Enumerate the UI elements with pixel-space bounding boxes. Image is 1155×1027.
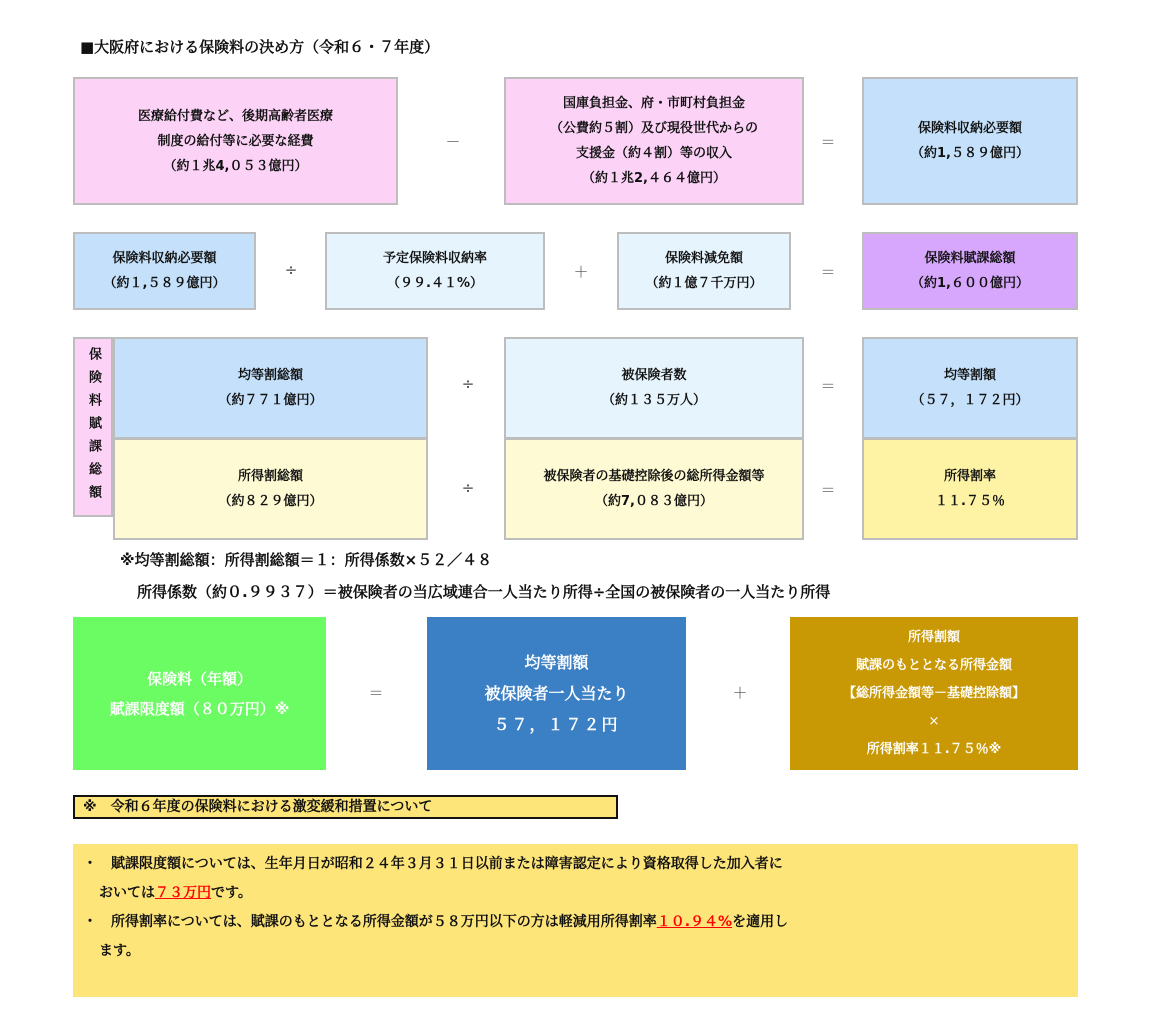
page-title: ■大阪府における保険料の決め方（令和６・７年度） [80, 38, 440, 56]
box-line: 均等割額 [524, 653, 589, 672]
box-line: （約１億７千万円） [645, 276, 763, 291]
box-line: 均等割総額 [237, 368, 303, 383]
required-premium-box-2 [73, 232, 256, 310]
relief-content [73, 844, 1078, 997]
box-line: 制度の給付等に必要な経費 [157, 133, 314, 149]
total-levy-box [862, 232, 1078, 310]
box-line: 予定保険料収納率 [382, 251, 487, 266]
income-levy-total-box [113, 438, 428, 540]
box-line: 被保険者一人当たり [484, 684, 629, 703]
equals-operator: ＝ [820, 481, 836, 499]
total-income-box [504, 438, 804, 540]
relief-item-line [83, 908, 1078, 937]
cap-amount-highlight: ７３万円 [155, 885, 211, 901]
income-coefficient-note: 所得係数（約０.９９３７）＝被保険者の当広域連合一人当たり所得÷全国の被保険者の一人当たり所得 [137, 583, 831, 601]
box-line: 均等割額 [943, 368, 996, 383]
collection-rate-box [325, 232, 545, 310]
income-levy-rate-box [862, 438, 1078, 540]
relief-text: おいては [99, 885, 155, 901]
equals-operator: ＝ [820, 263, 836, 281]
box-line: （約1,５８９億円） [911, 146, 1029, 161]
box-line: ５７，１７２円 [493, 715, 620, 734]
box-line: １１.７５％ [935, 494, 1005, 509]
box-line: （約７７１億円） [218, 393, 323, 408]
per-capita-total-box [113, 337, 428, 439]
relief-item-line: ・ 賦課限度額については、生年月日が昭和２４年３月３１日以前または障害認定により資格取得した加入者に [83, 856, 783, 872]
equals-operator: ＝ [368, 684, 384, 702]
box-line: （約7,０８３億円） [595, 494, 713, 509]
insured-count-box [504, 337, 804, 439]
box-line: 支援金（約４割）等の収入 [575, 146, 732, 161]
box-line: 賦課限度額（８０万円）※ [109, 699, 290, 718]
side-label-text: 保険料賦課総額 [86, 346, 101, 508]
box-line: （５７，１７２円） [911, 393, 1029, 408]
box-line: 所得割額 [907, 629, 960, 645]
relief-text: です。 [211, 885, 252, 901]
box-line: 保険料賦課総額 [924, 251, 1016, 266]
box-line: 保険料減免額 [664, 251, 743, 266]
required-premium-box [862, 77, 1078, 205]
revenue-box [504, 77, 804, 205]
divide-operator: ÷ [461, 375, 475, 393]
plus-operator: ＋ [573, 263, 589, 281]
box-line: 国庫負担金、府・市町村負担金 [562, 96, 745, 111]
annual-premium-box [73, 617, 326, 770]
box-line: 賦課のもととなる所得金額 [855, 657, 1012, 673]
box-line: （約１兆2,４６４億円） [582, 171, 726, 186]
divide-operator: ÷ [284, 261, 298, 279]
equals-operator: ＝ [820, 377, 836, 395]
box-line: 医療給付費など、後期高齢者医療 [137, 108, 333, 124]
box-line: 所得割総額 [237, 469, 303, 484]
relief-text: を適用し [732, 914, 789, 930]
relief-text: ・ 所得割率については、賦課のもととなる所得金額が５８万円以下の方は軽減用所得割率 [83, 914, 657, 930]
relief-item-line [83, 879, 1078, 908]
box-line: 保険料収納必要額 [112, 251, 217, 266]
relief-heading: ※ 令和６年度の保険料における激変緩和措置について [73, 795, 618, 819]
per-capita-formula-box [427, 617, 686, 770]
box-line: （約８２９億円） [218, 494, 323, 509]
box-line: （公費約５割）及び現役世代からの [549, 121, 758, 136]
box-line: （９９.４１%） [387, 276, 483, 291]
relief-item-line: ます。 [99, 943, 140, 959]
medical-expenses-box [73, 77, 398, 205]
plus-operator: ＋ [732, 684, 748, 702]
box-line: 【総所得金額等－基礎控除額】 [842, 685, 1025, 701]
box-line: 保険料（年額） [146, 669, 252, 688]
box-line: 被保険者の基礎控除後の総所得金額等 [543, 469, 765, 484]
box-line: （約1,６００億円） [911, 276, 1029, 291]
box-line: （約１３５万人） [601, 393, 706, 408]
reduction-amount-box [617, 232, 791, 310]
box-line: × [928, 713, 940, 729]
equals-operator: ＝ [820, 133, 836, 151]
box-line: 所得割率 [943, 469, 996, 484]
box-line: 被保険者数 [621, 368, 687, 383]
divide-operator: ÷ [461, 479, 475, 497]
box-line: （約１,５８９億円） [103, 276, 226, 291]
box-line: 所得割率１１.７５％※ [866, 741, 1002, 757]
minus-operator: － [445, 133, 461, 151]
ratio-note: ※均等割総額：所得割総額＝１：所得係数×５２／４８ [120, 551, 493, 569]
income-levy-formula-box [790, 617, 1078, 770]
total-levy-side-label [73, 337, 113, 517]
reduced-rate-highlight: １０.９４% [656, 914, 733, 930]
box-line: 保険料収納必要額 [917, 121, 1022, 136]
box-line: （約１兆4,０５３億円） [163, 158, 308, 174]
per-capita-amount-box [862, 337, 1078, 439]
